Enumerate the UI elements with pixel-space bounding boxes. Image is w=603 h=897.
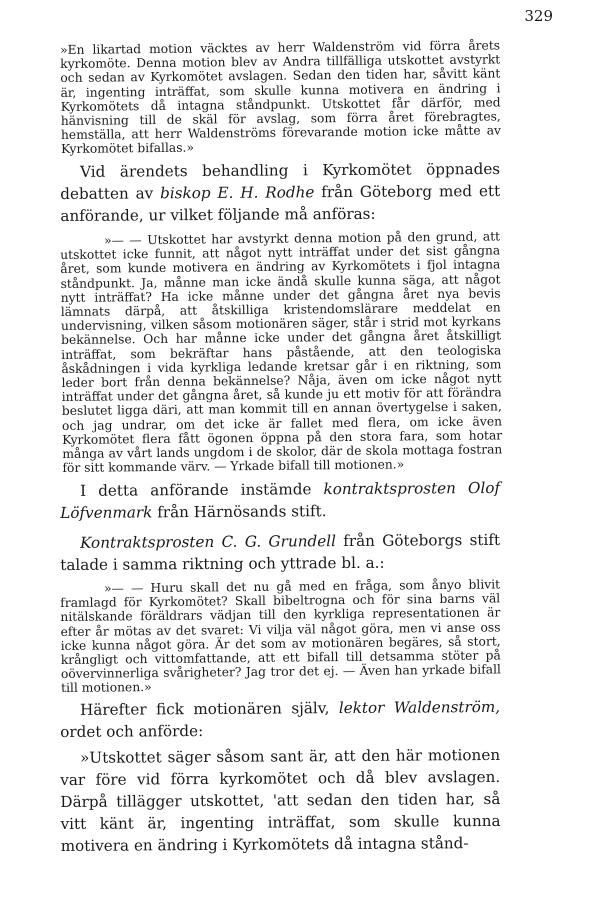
speaker-name-lofvenmark: kontraktsprosten Olof Löfvenmark xyxy=(60,479,501,523)
text-segment: från Härnösands stift. xyxy=(152,502,327,522)
speaker-name-rodhe: biskop E. H. Rodhe xyxy=(160,182,315,202)
text-segment: från Göteborg med ett anförande, ur vilket följande må anföras: xyxy=(60,181,501,225)
speaker-name-waldenstrom: lektor Waldenström, xyxy=(338,697,501,717)
paragraph-debate-opening xyxy=(60,158,500,227)
text-segment: från Göteborgs stift talade i samma riktning och yttrade bl. a.: xyxy=(60,531,501,575)
paragraph-waldenstrom-intro xyxy=(60,696,500,743)
quote-committee-statement: »En likartad motion väcktes av herr Waldenström vid förra årets kyrkomöte. Denna motion blev av Andra tillfälliga utskottet avstyrkt och sedan av Kyrkomötet avslagen. Sedan den tiden har, såvitt känt är, ingenting inträffat, som skulle kunna motivera en ändring i Kyrkomötets då intagna ståndpunkt. Utskottet får därför, med hänvisning till de skäl för avslag, som förra året förebragtes, hemställa, att herr Waldenströms förevarande motion icke måtte av Kyrkomötet bifallas.» xyxy=(60,38,502,157)
paragraph-waldenstrom-speech: »Utskottet säger såsom sant är, att den här motionen var före vid förra kyrkomötet och då blev avslagen. Därpå tillägger utskottet, 'att sedan den tiden har, så vitt känt är, ingenting inträffat, som skulle kunna motivera en ändring i Kyrkomötets då intagna stånd- xyxy=(60,745,501,855)
quote-grundell-speech: »— — Huru skall det nu gå med en fråga, som ånyo blivit framlagd för Kyrkomötet? Skall bibeltrogna och för sina barns väl nitälskande föräldrars vädjan till den kyrkliga representationen är efter år mötas av det svaret: Vi vilja väl något göra, men vi anse oss icke kunna något göra. Är det som av motionären begäres, så stort, krångligt och vittomfattande, att ett bifall till detsamma stöter på oövervinnerliga svårigheter? Jag tror det ej. — Även han yrkade bifall till motionen.» xyxy=(60,577,502,696)
text-segment: I detta anförande instämde xyxy=(80,480,324,500)
text-segment: Vid ärendets behandling i Kyrkomötet öppnades debatten av xyxy=(60,159,501,203)
paragraph-lofvenmark xyxy=(60,477,500,524)
text-segment: ordet och anförde: xyxy=(60,721,204,741)
page-number: 329 xyxy=(524,7,553,25)
text-segment: Härefter fick motionären själv, xyxy=(80,698,339,719)
paragraph-grundell xyxy=(60,529,500,576)
quote-rodhe-speech: »— — Utskottet har avstyrkt denna motion på den grund, att utskottet icke funnit, att något nytt inträffat under det sist gångna året, som kunde motivera en ändring av Kyrkomötets i fjol intagna ståndpunkt. Ja, månne man icke ändå skulle kunna säga, att något nytt inträffat? Ha icke månne under det gångna året nya bevis lämnats därpå, att åtskilliga kristendomslärare meddelat en undervisning, vilken såsom motionären säger, står i strid mot kyrkans bekännelse. Och har månne icke under det gångna året åtskilligt inträffat, som bekräftar hans påstående, att den teologiska åskådningen i vida kyrkliga ledande kretsar går i en riktning, som leder bort från denna bekännelse? Nåja, även om icke något nytt inträffat under det gångna året, så kunde ju ett motiv för att förändra beslutet ligga däri, att man kommit till en annan övertygelse i saken, och jag undrar, om det icke är fallet med flera, om icke även Kyrkomötet flera fått ögonen öppna på den stora fara, som hotar många av vårt lands ungdom i de skolor, där de skola mottaga fostran för sitt kommande värv. — Yrkade bifall till motionen.» xyxy=(60,229,503,475)
body-text xyxy=(60,38,503,857)
speaker-name-grundell: Kontraktsprosten C. G. Grundell xyxy=(80,532,336,552)
